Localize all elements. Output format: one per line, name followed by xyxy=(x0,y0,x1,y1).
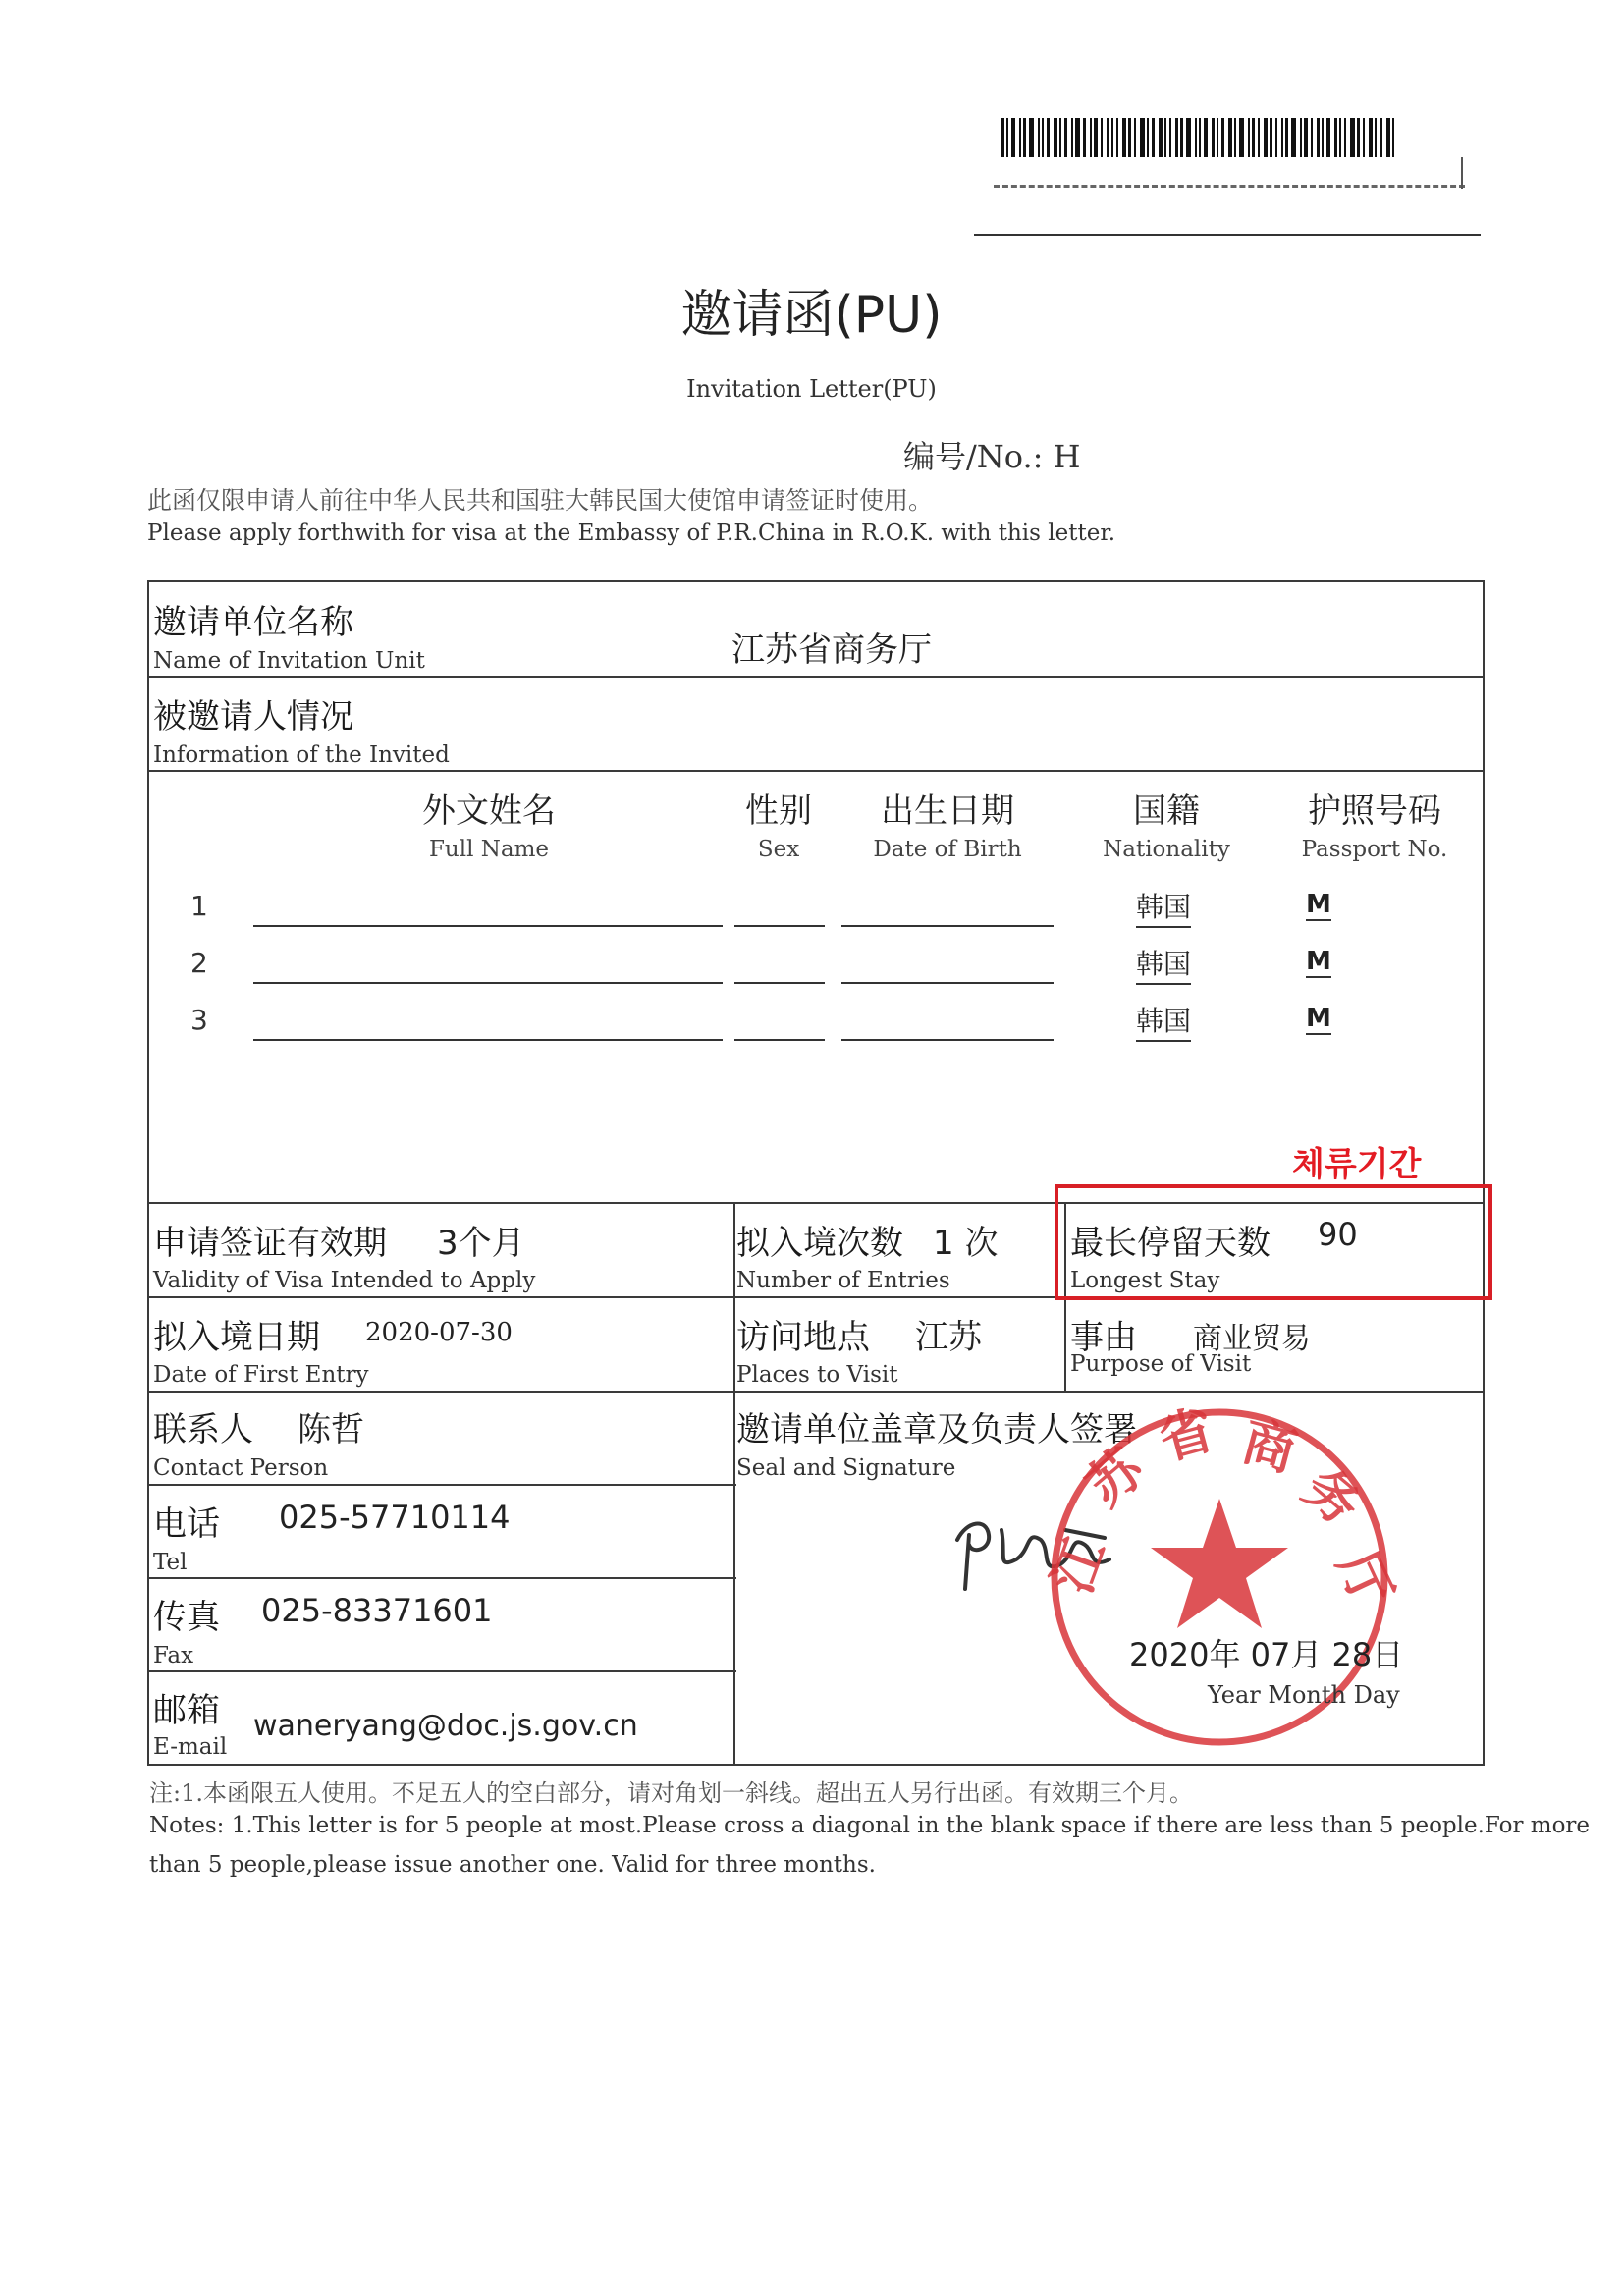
barcode-bar xyxy=(1122,118,1126,157)
usage-notice-en: Please apply forthwith for visa at the Embassy of P.R.China in R.O.K. with this letter. xyxy=(147,520,1116,546)
svg-text:商: 商 xyxy=(1235,1409,1304,1484)
places-value: 江苏 xyxy=(915,1318,982,1357)
document-title: 邀请函(PU) xyxy=(680,286,943,345)
barcode-bar xyxy=(1258,118,1260,157)
first-entry-value: 2020-07-30 xyxy=(365,1318,513,1347)
barcode-edge xyxy=(1461,157,1463,189)
issue-date: 2020年 07月 28日 xyxy=(1129,1636,1404,1673)
inviting-unit-value: 江苏省商务厅 xyxy=(731,630,932,670)
barcode-bar xyxy=(1111,118,1113,157)
barcode-bar xyxy=(1363,118,1365,157)
barcode-bar xyxy=(1369,118,1373,157)
contact-label: 联系人 xyxy=(153,1410,253,1449)
sex-blank xyxy=(734,925,825,927)
korean-annotation: 체류기간 xyxy=(1292,1145,1422,1184)
footnote-cn: 注:1.本函限五人使用。不足五人的空白部分，请对角划一斜线。超出五人另行出函。有效期三个月。 xyxy=(149,1779,1193,1807)
form-line xyxy=(147,580,1485,582)
barcode-bar xyxy=(1317,118,1320,157)
barcode-bar xyxy=(1152,118,1155,157)
nationality-value: 韩国 xyxy=(1136,1000,1191,1042)
validity-label: 申请签证有效期 xyxy=(153,1224,387,1263)
entries-label: 拟入境次数 xyxy=(736,1224,903,1263)
column-header-passport-en: Passport No. xyxy=(1301,837,1448,862)
barcode-bar xyxy=(1239,118,1244,157)
svg-text:江: 江 xyxy=(1041,1530,1117,1602)
longest-stay-label-en: Longest Stay xyxy=(1070,1268,1220,1293)
barcode-bar xyxy=(1038,118,1040,157)
barcode-bar xyxy=(1264,118,1268,157)
longest-stay-label: 最长停留天数 xyxy=(1070,1224,1271,1263)
column-header-full-name: 外文姓名 xyxy=(422,792,556,831)
column-header-dob-en: Date of Birth xyxy=(873,837,1022,862)
svg-text:厅: 厅 xyxy=(1325,1541,1405,1616)
barcode-bar xyxy=(1322,118,1324,157)
usage-notice-cn: 此函仅限申请人前往中华人民共和国驻大韩民国大使馆申请签证时使用。 xyxy=(147,486,934,515)
barcode-bar xyxy=(1344,118,1346,157)
dob-blank xyxy=(841,1039,1054,1041)
svg-text:务: 务 xyxy=(1291,1455,1373,1538)
row-number: 3 xyxy=(190,1004,208,1036)
full-name-blank xyxy=(253,925,723,927)
barcode-bar xyxy=(1217,118,1218,157)
inviting-unit-label: 邀请单位名称 xyxy=(153,603,353,642)
form-line xyxy=(147,1764,1485,1766)
barcode-bar xyxy=(1023,118,1026,157)
seal-signature-label-en: Seal and Signature xyxy=(736,1455,956,1481)
sex-blank xyxy=(734,1039,825,1041)
full-name-blank xyxy=(253,1039,723,1041)
row-number: 1 xyxy=(190,890,208,922)
purpose-label: 事由 xyxy=(1070,1318,1137,1357)
barcode-bar xyxy=(1386,118,1390,157)
barcode-bar xyxy=(1006,118,1008,157)
invited-info-label-en: Information of the Invited xyxy=(153,742,450,768)
barcode-bar xyxy=(1221,118,1224,157)
barcode-bar xyxy=(1392,118,1394,157)
barcode-bar xyxy=(1042,118,1044,157)
barcode-bar xyxy=(1281,118,1283,157)
entries-label-en: Number of Entries xyxy=(736,1268,950,1293)
barcode-bar xyxy=(1128,118,1131,157)
barcode-bar xyxy=(1300,118,1302,157)
barcode-bar xyxy=(1334,118,1337,157)
barcode-bar xyxy=(1140,118,1145,157)
row-number: 2 xyxy=(190,947,208,979)
issue-date-label-en: Year Month Day xyxy=(1208,1681,1400,1709)
column-header-dob: 出生日期 xyxy=(881,792,1014,831)
email-label: 邮箱 xyxy=(153,1691,220,1730)
barcode-bar xyxy=(1011,118,1015,157)
barcode-bar xyxy=(1228,118,1232,157)
column-header-sex: 性别 xyxy=(745,792,812,831)
barcode-bar xyxy=(1311,118,1313,157)
barcode-bar xyxy=(1186,118,1191,157)
barcode-bar xyxy=(1054,118,1057,157)
email-label-en: E-mail xyxy=(153,1734,228,1760)
barcode-bar xyxy=(1075,118,1080,157)
barcode-bar xyxy=(1380,118,1382,157)
barcode-bar xyxy=(1101,118,1103,157)
first-entry-label: 拟入境日期 xyxy=(153,1318,320,1357)
form-line xyxy=(147,676,1485,678)
column-header-sex-en: Sex xyxy=(757,837,800,862)
barcode-bar xyxy=(1291,118,1296,157)
purpose-value: 商业贸易 xyxy=(1193,1322,1311,1356)
barcode-bar xyxy=(1107,118,1109,157)
barcode-bar xyxy=(1350,118,1355,157)
tel-value: 025-57710114 xyxy=(279,1499,511,1536)
passport-value: M xyxy=(1306,890,1331,919)
barcode-bar xyxy=(1180,118,1183,157)
document-subtitle: Invitation Letter(PU) xyxy=(686,375,937,403)
barcode-bar xyxy=(1285,118,1288,157)
barcode-bar xyxy=(1071,118,1073,157)
barcode-bar xyxy=(1326,118,1330,157)
nationality-value: 韩国 xyxy=(1136,943,1191,985)
entries-value: 1 次 xyxy=(933,1224,999,1263)
barcode-bar xyxy=(1195,118,1197,157)
nationality-value: 韩国 xyxy=(1136,886,1191,928)
form-line xyxy=(147,1670,736,1672)
form-line xyxy=(147,1577,736,1579)
barcode-bar xyxy=(1090,118,1092,157)
full-name-blank xyxy=(253,982,723,984)
first-entry-label-en: Date of First Entry xyxy=(153,1362,369,1388)
barcode-bar xyxy=(1159,118,1163,157)
form-line xyxy=(147,1484,736,1486)
barcode-bar xyxy=(1094,118,1098,157)
column-header-full-name-en: Full Name xyxy=(428,837,550,862)
places-label-en: Places to Visit xyxy=(736,1362,898,1388)
passport-value: M xyxy=(1306,1004,1331,1033)
invited-info-label: 被邀请人情况 xyxy=(153,697,353,737)
barcode-bar xyxy=(1047,118,1050,157)
barcode-bar xyxy=(1204,118,1208,157)
places-label: 访问地点 xyxy=(736,1318,870,1357)
email-value: waneryang@doc.js.gov.cn xyxy=(253,1709,638,1743)
dob-blank xyxy=(841,982,1054,984)
fax-label: 传真 xyxy=(153,1598,220,1637)
tel-label: 电话 xyxy=(153,1504,220,1544)
barcode-bar xyxy=(1339,118,1341,157)
barcode-bar xyxy=(1064,118,1067,157)
barcode-bar xyxy=(1304,118,1308,157)
purpose-label-en: Purpose of Visit xyxy=(1070,1351,1252,1377)
form-line xyxy=(147,580,149,1766)
barcode-bar xyxy=(1029,118,1034,157)
barcode-bar xyxy=(1199,118,1201,157)
footnote-en-line2: than 5 people,please issue another one. Valid for three months. xyxy=(149,1852,876,1878)
barcode-number xyxy=(994,175,1465,188)
barcode-bar xyxy=(1234,118,1236,157)
sex-blank xyxy=(734,982,825,984)
barcode-bar xyxy=(1252,118,1255,157)
form-line xyxy=(1483,580,1485,1766)
form-line xyxy=(147,1391,1485,1393)
column-header-nationality: 国籍 xyxy=(1133,792,1200,831)
barcode-bar xyxy=(1164,118,1166,157)
fax-label-en: Fax xyxy=(153,1643,194,1668)
barcode-bar xyxy=(1116,118,1118,157)
barcode-bar xyxy=(1001,118,1004,157)
barcode-bar xyxy=(1357,118,1360,157)
tel-label-en: Tel xyxy=(153,1550,188,1575)
barcode-bar xyxy=(1169,118,1171,157)
form-line xyxy=(733,1202,735,1766)
barcode-bar xyxy=(1175,118,1178,157)
validity-value: 3个月 xyxy=(437,1224,525,1263)
barcode-bar xyxy=(1059,118,1061,157)
barcode-bar xyxy=(1275,118,1277,157)
barcode-bar xyxy=(1083,118,1086,157)
barcode-bar xyxy=(1147,118,1149,157)
barcode-bar xyxy=(1212,118,1215,157)
seal-signature-label: 邀请单位盖章及负责人签署 xyxy=(736,1410,1137,1449)
column-header-nationality-en: Nationality xyxy=(1103,837,1230,862)
validity-label-en: Validity of Visa Intended to Apply xyxy=(153,1268,536,1293)
barcode-bar xyxy=(1134,118,1136,157)
barcode-bar xyxy=(1019,118,1021,157)
barcode-bar xyxy=(1375,118,1377,157)
footnote-en-line1: Notes: 1.This letter is for 5 people at most.Please cross a diagonal in the blank space if there are less than 5 people.For more xyxy=(149,1813,1591,1838)
barcode xyxy=(1001,118,1463,157)
document-number: 编号/No.: H xyxy=(903,438,1081,475)
form-line xyxy=(147,770,1485,772)
dob-blank xyxy=(841,925,1054,927)
contact-label-en: Contact Person xyxy=(153,1455,329,1481)
barcode-underline xyxy=(974,234,1481,236)
passport-value: M xyxy=(1306,947,1331,976)
longest-stay-value: 90 xyxy=(1318,1216,1358,1253)
inviting-unit-label-en: Name of Invitation Unit xyxy=(153,648,425,674)
contact-value: 陈哲 xyxy=(298,1410,364,1449)
barcode-bar xyxy=(1270,118,1272,157)
svg-text:省: 省 xyxy=(1153,1397,1220,1472)
svg-text:苏: 苏 xyxy=(1074,1436,1156,1518)
column-header-passport: 护照号码 xyxy=(1308,792,1441,831)
fax-value: 025-83371601 xyxy=(261,1592,493,1629)
barcode-bar xyxy=(1248,118,1250,157)
